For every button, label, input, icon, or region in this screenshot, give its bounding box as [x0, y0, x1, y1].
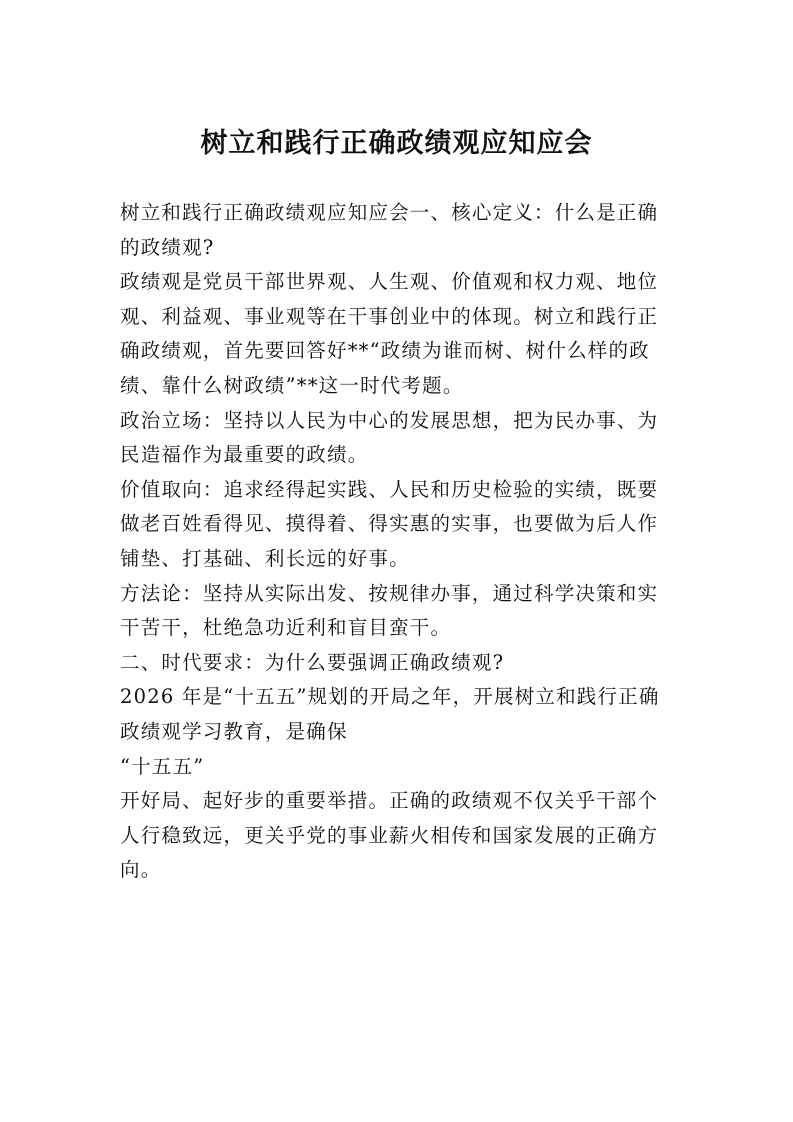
- document-title: 树立和践行正确政绩观应知应会: [200, 128, 593, 159]
- paragraph-methodology: 方法论：坚持从实际出发、按规律办事，通过科学决策和实干苦干，杜绝急功近利和盲目蛮干。: [120, 581, 659, 640]
- paragraph-political-stance: 政治立场：坚持以人民为中心的发展思想，把为民办事、为民造福作为最重要的政绩。: [120, 408, 659, 467]
- document-body: [120, 196, 676, 888]
- paragraph-value-orientation: 价值取向：追求经得起实践、人民和历史检验的实绩，既要做老百姓看得见、摸得着、得实惠的实事，也要做为后人作铺垫、打基础、利长远的好事。: [120, 477, 659, 570]
- paragraph-fifteenth-five: “十五五”: [120, 754, 205, 778]
- paragraph-good-start: 开好局、起好步的重要举措。正确的政绩观不仅关乎干部个人行稳致远，更关乎党的事业薪火相传和国家发展的正确方向。: [120, 789, 659, 882]
- paragraph-2026-plan: 2026 年是“十五五”规划的开局之年，开展树立和践行正确政绩观学习教育，是确保: [120, 685, 660, 743]
- paragraph-intro-definition: 树立和践行正确政绩观应知应会一、核心定义：什么是正确的政绩观?: [120, 201, 659, 259]
- paragraph-definition: 政绩观是党员干部世界观、人生观、价值观和权力观、地位观、利益观、事业观等在干事创业中的体现。树立和践行正确政绩观，首先要回答好**“政绩为谁而树、树什么样的政绩、靠什么树政绩”**这一时代考题。: [120, 270, 659, 397]
- section-heading-era-requirements: 二、时代要求：为什么要强调正确政绩观?: [120, 650, 505, 674]
